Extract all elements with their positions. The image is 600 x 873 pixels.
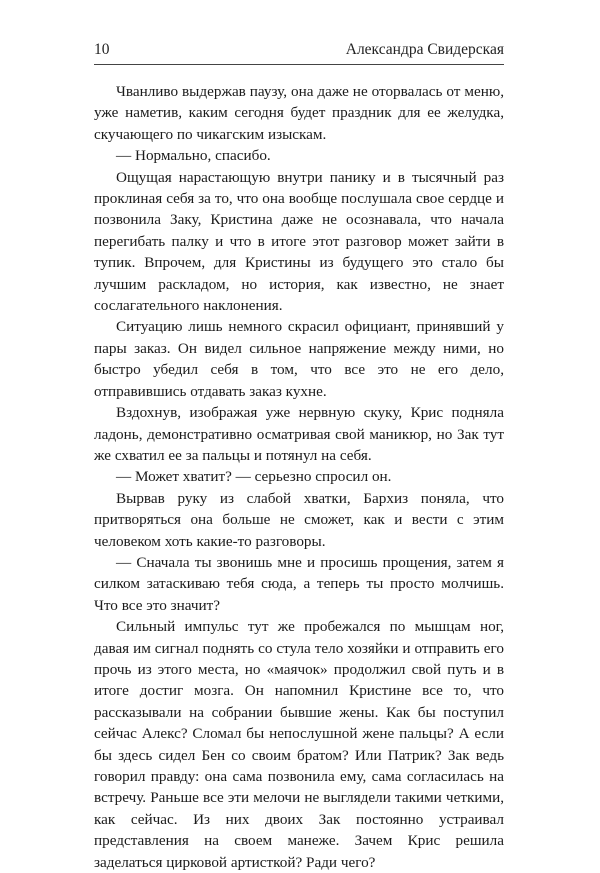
- paragraph: Вздохнув, изображая уже нервную скуку, Крис подняла ладонь, демонстративно осматривая свой маникюр, но Зак тут же схватил ее за пальцы и потянул на себя.: [94, 404, 504, 464]
- paragraph: Чванливо выдержав паузу, она даже не оторвалась от меню, уже наметив, каким сегодня будет праздник для ее желудка, скучающего по чикагским изыскам.: [94, 83, 504, 143]
- paragraph: — Нормально, спасибо.: [116, 147, 271, 165]
- paragraph: Ситуацию лишь немного скрасил официант, принявший у пары заказ. Он видел сильное напряжение между ними, но быстро убедил себя в том, что все это не его дело, отправившись отдавать заказ кухне.: [94, 318, 504, 400]
- paragraph: Вырвав руку из слабой хватки, Бархиз поняла, что притворяться она больше не сможет, как и вести с этим человеком хоть какие-то разговоры.: [94, 489, 504, 550]
- paragraph: — Сначала ты звонишь мне и просишь прощения, затем я силком затаскиваю тебя сюда, а теперь ты просто молчишь. Что все это значит?: [94, 553, 504, 614]
- running-title: Александра Свидерская: [345, 41, 504, 58]
- paragraph: Ощущая нарастающую внутри панику и в тысячный раз проклиная себя за то, что она вообще послушала свое сердце и позвонила Заку, Кристина даже не осознавала, что начала перегибать палку и что в итоге этот разговор может зайти в тупик. Впрочем, для Кристины из будущего это стало бы лучшим раскладом, но история, как известно, не знает сослагательного наклонения.: [94, 168, 504, 315]
- paragraph: Сильный импульс тут же пробежался по мышцам ног, давая им сигнал поднять со стула тело хозяйки и отправить его прочь из этого места, но «маячок» продолжил свой путь и в итоге достиг мозга. Он напомнил Кристине все то, что рассказывали на собрании бывшие жены. Как бы поступил сейчас Алекс? Сломал бы непослушной жене пальцы? А если бы здесь сидел Бен со своим братом? Или Патрик? Зак ведь говорил правду: она сама позвонила ему, сама согласилась на встречу. Раньше все эти мелочи не выглядели такими четкими, как сейчас. Из них двоих Зак постоянно устраивал представления на своем манеже. Зачем Крис решила заделаться цирковой артисткой? Ради чего?: [94, 618, 504, 871]
- header-rule: [94, 64, 504, 65]
- page-number: 10: [94, 41, 110, 58]
- paragraph: — Может хватит? — серьезно спросил он.: [116, 468, 392, 486]
- body-text: [94, 81, 504, 873]
- page-header: [94, 41, 504, 65]
